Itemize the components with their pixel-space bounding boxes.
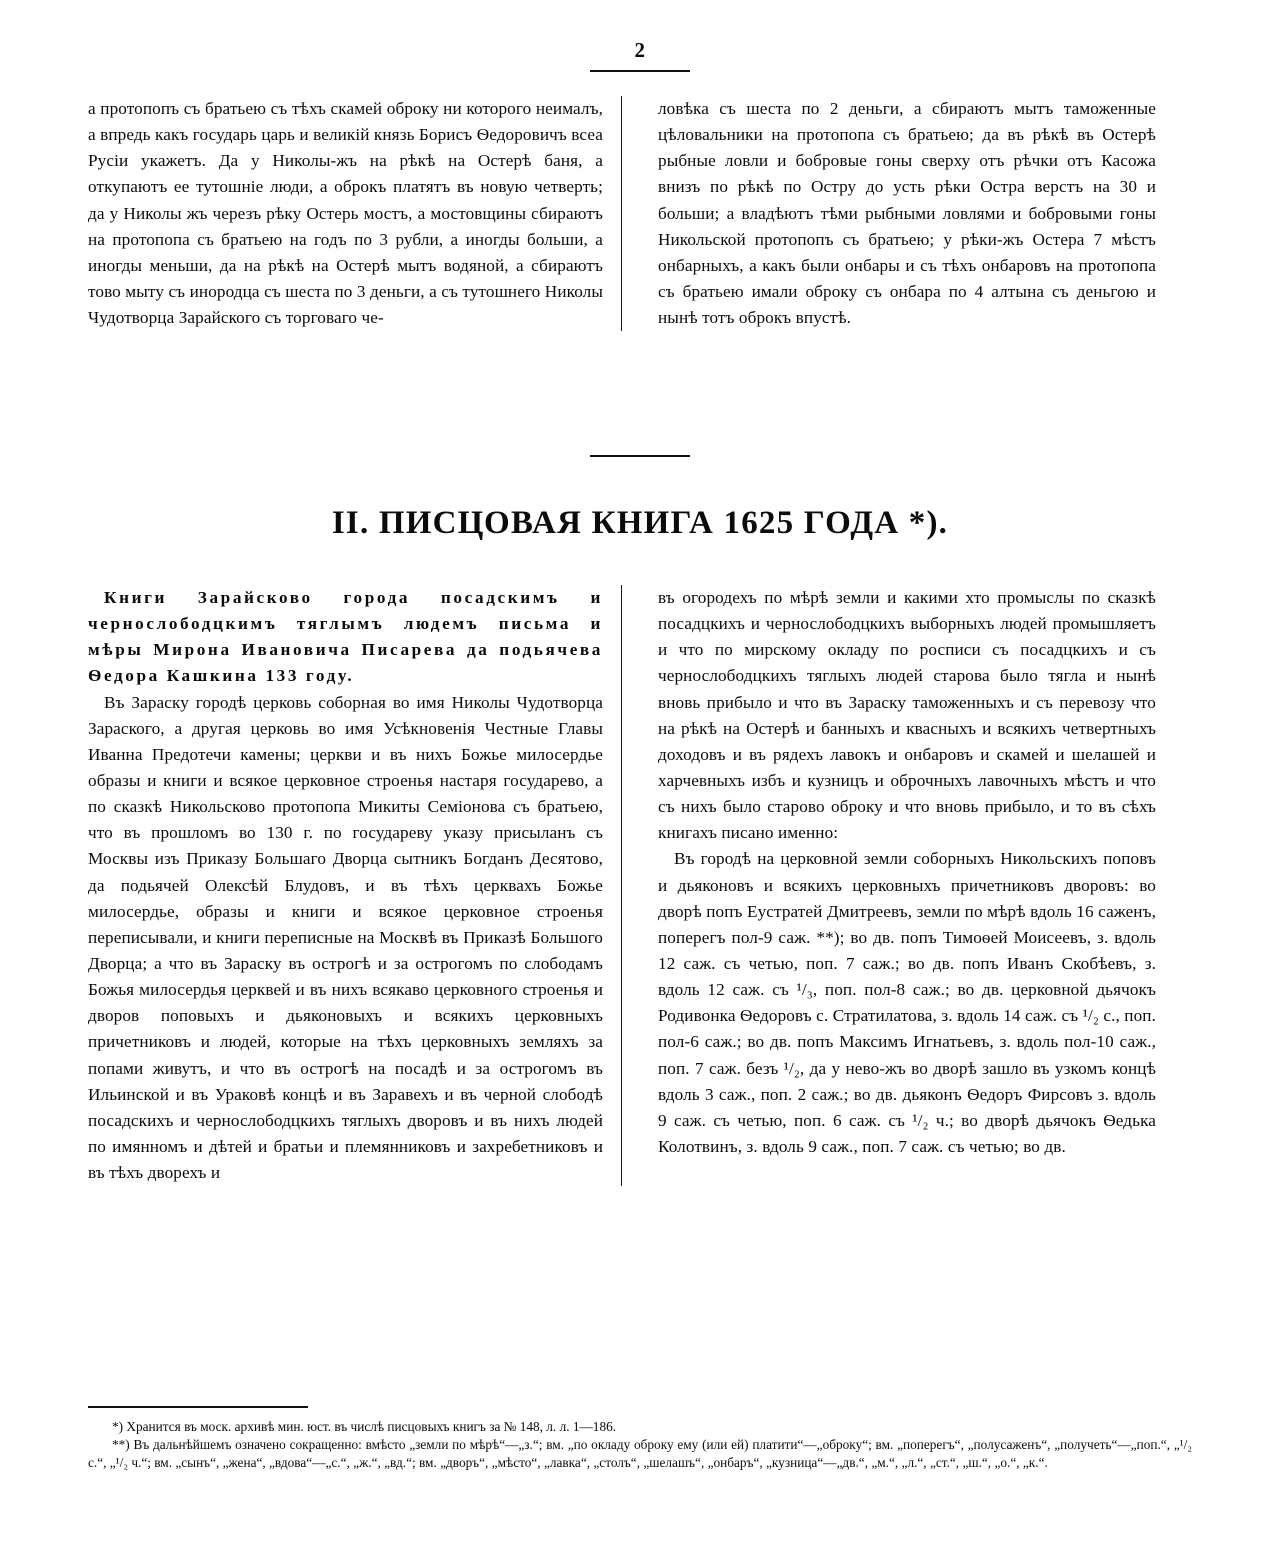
section-divider-rule (590, 455, 690, 457)
main-right-paragraph-2: Въ городѣ на церковной земли соборныхъ Никольскихъ поповъ и дьяконовъ и всякихъ церковныхъ причетниковъ дворовъ: во дворѣ попъ Еустратей Дмитреевъ, земли по мѣрѣ вдоль 16 саженъ, поперегъ пол-9 саж. **); во дв. попъ Тимоѳей Моисеевъ, з. вдоль 12 саж. съ четью, поп. 7 саж.; во дв. попъ Иванъ Скобѣевъ, з. вдоль 12 саж. съ ¹/₃, поп. пол-8 саж.; во дв. церковной дьячокъ Родивонка Ѳедоровъ с. Стратилатова, з. вдоль 14 саж. съ ¹/₂ с., поп. пол-6 саж.; во дв. попъ Максимъ Игнатьевъ, з. вдоль пол-10 саж., поп. 7 саж. безъ ¹/₂, да у нево-жъ во дворѣ зашло въ узкомъ концѣ вдоль 3 саж., поп. 2 саж.; во дв. дьяконъ Ѳедоръ Фирсовъ з. вдоль 9 саж. съ четью, поп. 6 саж. съ ¹/₂ ч.; во дворѣ дьячокъ Ѳедька Колотвинъ, з. вдоль 9 саж., поп. 7 саж. съ четью; во дв. (658, 849, 1156, 1156)
footnotes (88, 1418, 1192, 1471)
main-right-paragraph-1: въ огородехъ по мѣрѣ земли и какими хто промыслы по сказкѣ посадцкихъ и чернослободцкихъ выборныхъ людей промышляетъ и что по мирскому окладу по росписи съ посадцкихъ и съ чернослободцкихъ тяглыхъ людей старова было тягла и нынѣ вновь прибыло и что въ Зараску таможенныхъ и съ перевозу что на рѣкѣ на Остерѣ и банныхъ и квасныхъ и всякихъ четвертныхъ доходовъ и въ рядехъ лавокъ и онбаровъ и скамей и шелашей и харчевныхъ избъ и кузницъ и оброчныхъ лавочныхъ мѣстъ и что съ нихъ было старово оброку и что вновь прибыло, и то въ сѣхъ книгахъ писано именно: (658, 588, 1156, 843)
chapter-title: II. ПИСЦОВАЯ КНИГА 1625 ГОДА *). (331, 505, 949, 541)
page-number: 2 (634, 38, 646, 62)
footnote-1: *) Хранится въ моск. архивѣ мин. юст. въ числѣ писцовыхъ книгъ за № 148, л. л. 1—186. (112, 1419, 617, 1434)
main-left-lead-text: Книги Зарайсково города посадскимъ и чернослободцкимъ тяглымъ людемъ письма и мѣры Мирона Ивановича Писарева да подьячева Ѳедора Кашкина 133 году. (88, 588, 603, 686)
top-left-column (88, 96, 622, 331)
footnote-2: **) Въ дальнѣйшемъ означено сокращенно: вмѣсто „земли по мѣрѣ“—„з.“; вм. „по окладу оброку ему (или ей) платити“—„оброку“; вм. „поперегъ“, „полусаженъ“, „получеть“—„поп.“, „¹/₂ с.“, „¹/₂ ч.“; вм. „сынъ“, „жена“, „вдова“—„с.“, „ж.“, „вд.“; вм. „дворъ“, „мѣсто“, „лавка“, „столъ“, „шелашъ“, „онбаръ“, „кузница“—„дв.“, „м.“, „л.“, „ст.“, „ш.“, „о.“, „к.“. (88, 1436, 1192, 1470)
main-left-column (88, 585, 622, 1186)
main-left-body-text: Въ Зараску городѣ церковь соборная во имя Николы Чудотворца Зараского, а другая церковь во имя Усѣкновенія Честные Главы Иванна Предотечи камены; церкви и въ нихъ Божье милосердье образы и книги и всякое церковное строенья настаря государево, а по сказкѣ Никольсково протопопа Микиты Семіонова съ братьею, что въ прошломъ во 130 г. по государеву указу присыланъ съ Москвы изъ Приказу Большаго Дворца сытникъ Богданъ Десятово, да подьячей Олексѣй Блудовъ, и въ тѣхъ церквахъ Божье милосердье, образы и книги и всякое церковное строенья переписывали, и книги переписные на Москвѣ въ Приказѣ Большого Дворца; а что въ Зараску въ острогѣ и за острогомъ по слободамъ Божья милосердья церквей и въ нихъ всякаво церковного строенья и дворов поповыхъ и дьяконовыхъ и всякихъ церковныхъ причетниковъ и людей, которые на тѣхъ церковныхъ земляхъ за попами живутъ, и что въ острогѣ на посадѣ и за острогомъ въ Ильинской и въ Ураковѣ концѣ и въ Заравехъ и въ черной слободѣ посадскихъ и чернослободцкихъ тяглыхъ дворовъ и въ нихъ людей по имянномъ и дѣтей и братьи и племянниковъ и захребетниковъ и въ тѣхъ дворехъ и (88, 692, 603, 1183)
page-number-rule (590, 70, 690, 72)
top-left-text: а протопопъ съ братьею съ тѣхъ скамей оброку ни которого неималъ, а впредь какъ государь царь и великій князь Борисъ Ѳедоровичъ всеа Русіи укажетъ. Да у Николы-жъ на рѣкѣ на Остерѣ баня, а откупаютъ ее тутошніе люди, а оброкъ платятъ въ новую четверть; да у Николы жъ черезъ рѣку Остерь мостъ, а мостовщины сбираютъ на протопопа съ братьею на годъ по 3 рубли, а иногды больши, а иногды меньши, да на рѣкѣ на Остерѣ мытъ водяной, а сбираютъ тово мыту съ инородца съ шеста по 3 деньги, а съ тутошнего Николы Чудотворца Зарайского съ торговаго че- (88, 99, 603, 328)
footnote-divider-rule (88, 1406, 308, 1408)
main-text-section (88, 585, 1192, 1186)
main-left-lead (88, 585, 603, 690)
top-right-text: ловѣка съ шеста по 2 деньги, а сбираютъ мытъ таможенные цѣловальники на протопопа съ братьею; да въ рѣкѣ въ Остерѣ рыбные ловли и бобровые гоны сверху отъ рѣчки отъ Касожа внизъ по рѣкѣ по Остру до усть рѣки Остра верстъ на 30 и больши; а владѣютъ тѣми рыбными ловлями и бобровыми гоны Никольской протопопъ съ братьею; у рѣки-жъ Остера 7 мѣстъ онбарныхъ, а какъ были онбары и съ тѣхъ онбаровъ на протопопа съ братьею имали оброку съ онбара по 4 алтына съ деньгою и нынѣ тотъ оброкъ впустѣ. (658, 99, 1156, 328)
main-right-column (622, 585, 1156, 1186)
main-left-body (88, 690, 603, 1187)
main-right-body (658, 585, 1156, 1160)
top-text-section (88, 96, 1192, 331)
top-right-column (622, 96, 1156, 331)
